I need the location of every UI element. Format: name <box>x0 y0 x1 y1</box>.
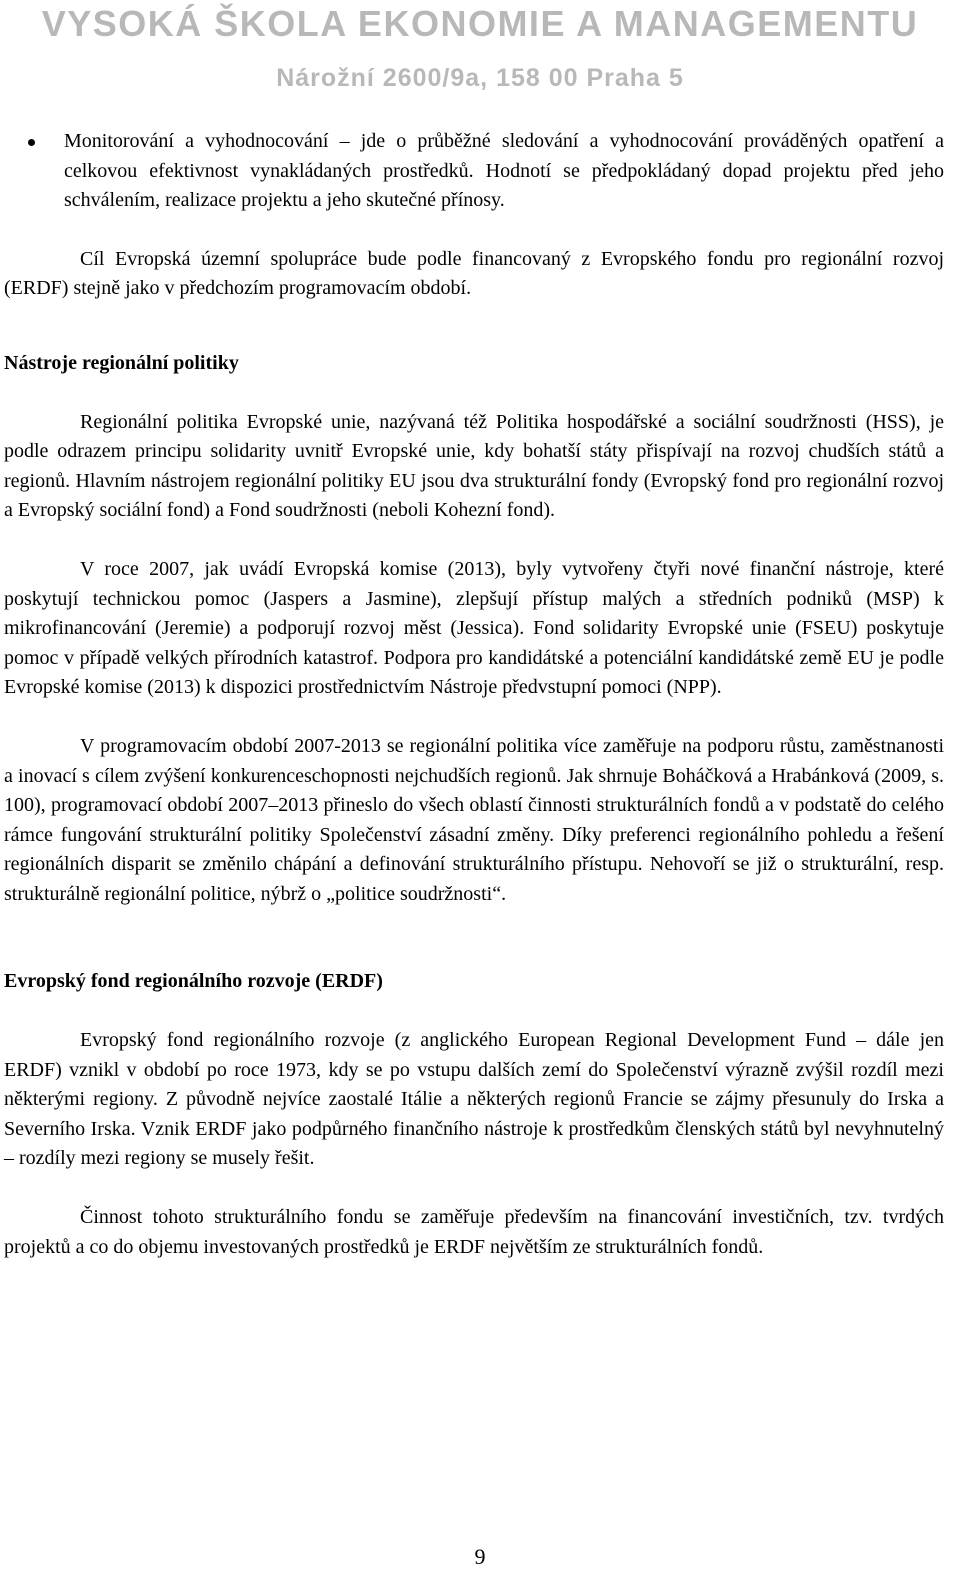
spacer <box>4 997 944 1026</box>
spacer <box>4 909 944 967</box>
paragraph: Evropský fond regionálního rozvoje (z anglického European Regional Development Fund – dále jen ERDF) vznikl v období po roce 1973, kdy se po vstupu dalších zemí do Společenství výrazně zvýšil rozdíl mezi některými regiony. Z původně nejvíce zaostalé Itálie a některých regionů Francie se zájmy přesunuly do Irska a Severního Irska. Vznik ERDF jako podpůrného finančního nástroje k prostředkům členských států byl nevyhnutelný – rozdíly mezi regiony se musely řešit. <box>4 1029 944 1170</box>
spacer <box>4 304 944 349</box>
page-content <box>4 127 944 1262</box>
spacer <box>4 526 944 555</box>
spacer <box>4 1174 944 1203</box>
paragraph-cil: Cíl Evropská územní spolupráce bude podle financovaný z Evropského fondu pro regionální rozvoj (ERDF) stejně jako v předchozím programovacím období. <box>4 247 944 300</box>
paragraph: Regionální politika Evropské unie, nazývaná též Politika hospodářské a sociální soudržnosti (HSS), je podle odrazem principu solidarity uvnitř Evropské unie, kdy bohatší státy přispívají na rozvoj chudších států a regionů. Hlavním nástrojem regionální politiky EU jsou dva strukturální fondy (Evropský fond pro regionální rozvoj a Evropský sociální fond) a Fond soudržnosti (neboli Kohezní fond). <box>4 410 944 522</box>
paragraph: V roce 2007, jak uvádí Evropská komise (2013), byly vytvořeny čtyři nové finanční nástroje, které poskytují technickou pomoc (Jaspers a Jasmine), zlepšují přístup malých a středních podniků (MSP) k mikrofinancování (Jeremie) a podporují rozvoj měst (Jessica). Fond solidarity Evropské unie (FSEU) poskytuje pomoc v případě velkých přírodních katastrof. Podpora pro kandidátské a potenciální kandidátské země EU je podle Evropské komise (2013) k dispozici prostřednictvím Nástroje předvstupní pomoci (NPP). <box>4 557 944 699</box>
page-number: 9 <box>474 1544 486 1569</box>
spacer <box>4 703 944 732</box>
header-title: VYSOKÁ ŠKOLA EKONOMIE A MANAGEMENTU <box>41 3 919 44</box>
section-heading-erdf: Evropský fond regionálního rozvoje (ERDF) <box>4 970 383 993</box>
spacer <box>4 216 944 245</box>
bullet-dot-icon <box>28 139 35 146</box>
spacer <box>4 379 944 408</box>
paragraph: V programovacím období 2007-2013 se regionální politika více zaměřuje na podporu růstu, zaměstnanosti a inovací s cílem zvýšení konkurenceschopnosti nejchudších regionů. Jak shrnuje Boháčková a Hrabánková (2009, s. 100), programovací období 2007–2013 přineslo do všech oblastí činnosti strukturálních fondů a v podstatě do celého rámce fungování strukturální politiky Společenství zásadní změny. Díky preferenci regionálního pohledu a řešení regionálních disparit se změnilo chápání a definování strukturálního přístupu. Nehovoří se již o strukturální, resp. strukturálně regionální politice, nýbrž o „politice soudržnosti“. <box>4 734 944 905</box>
section-heading-nastroje: Nástroje regionální politiky <box>4 351 239 374</box>
bullet-text: Monitorování a vyhodnocování – jde o průběžné sledování a vyhodnocování prováděných opatření a celkovou efektivnost vynakládaných prostředků. Hodnotí se předpokládaný dopad projektu před jeho schválením, realizace projektu a jeho skutečné přínosy. <box>64 130 944 212</box>
bullet-item <box>4 127 944 216</box>
paragraph: Činnost tohoto strukturálního fondu se zaměřuje především na financování investičních, tzv. tvrdých projektů a co do objemu investovaných prostředků je ERDF největším ze strukturálních fondů. <box>4 1206 944 1258</box>
header-address: Nárožní 2600/9a, 158 00 Praha 5 <box>276 64 684 92</box>
